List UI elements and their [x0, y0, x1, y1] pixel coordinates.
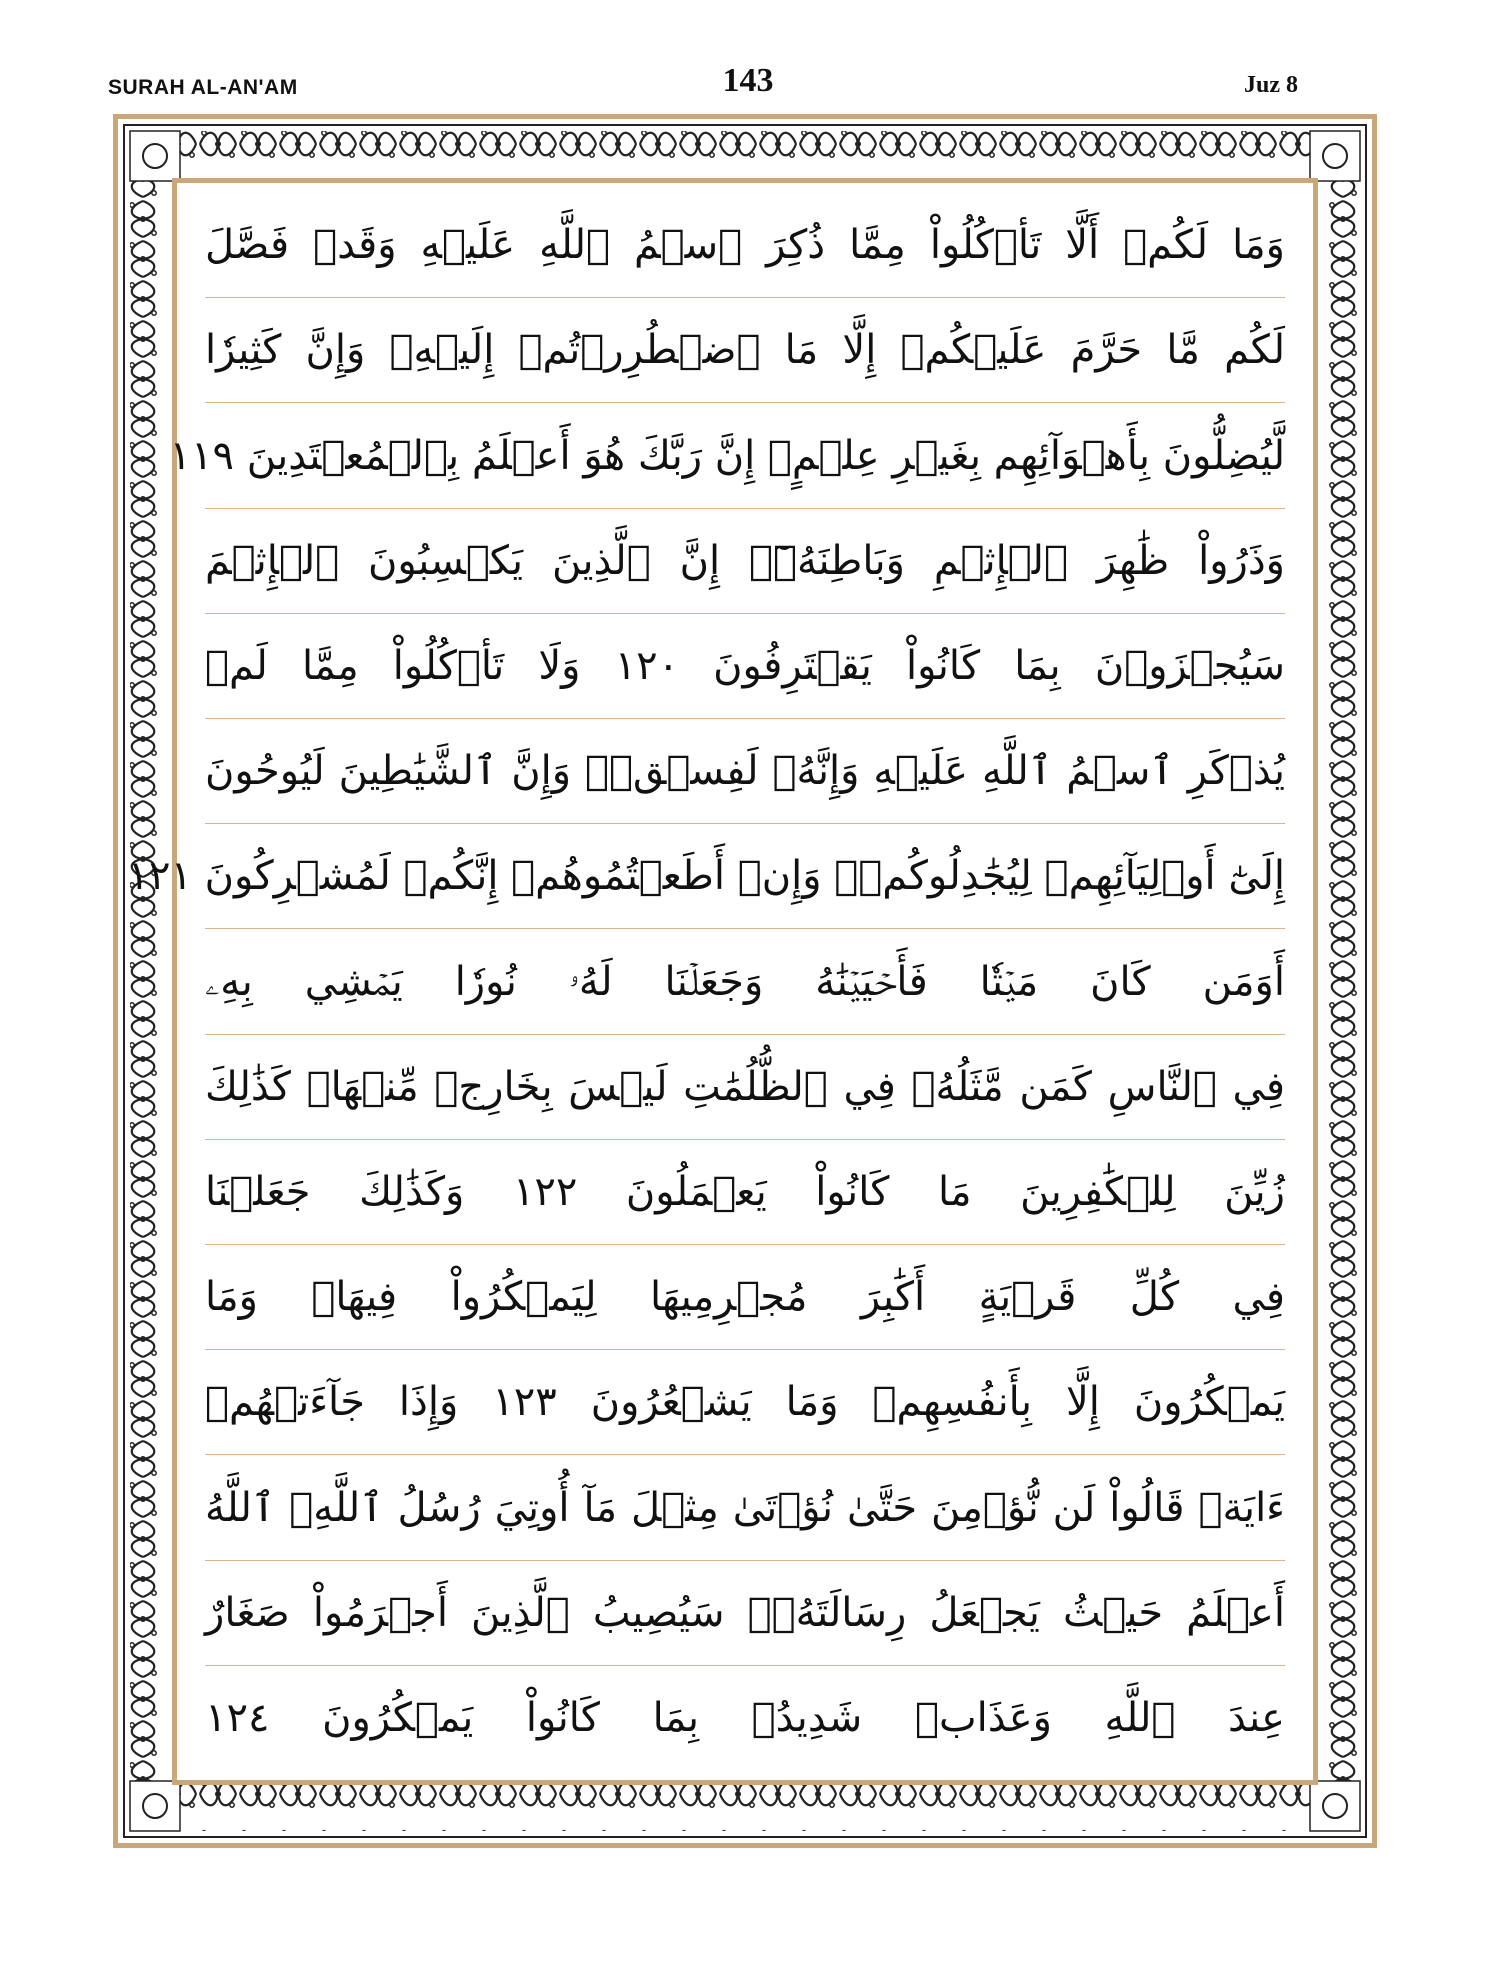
verse-line: زُيِّنَ لِلۡكَٰفِرِينَ مَا كَانُواْ يَعۡمَلُونَ ١٢٢ وَكَذَٰلِكَ جَعَلۡنَا [205, 1140, 1285, 1245]
verse-line: فِي كُلِّ قَرۡيَةٍ أَكَٰبِرَ مُجۡرِمِيهَا لِيَمۡكُرُواْ فِيهَاۖ وَمَا [205, 1245, 1285, 1350]
juz-label: Juz 8 [1244, 72, 1298, 98]
page-number: 143 [722, 62, 774, 99]
surah-name: SURAH AL-AN'AM [108, 76, 298, 99]
verse-line: لَّيُضِلُّونَ بِأَهۡوَآئِهِم بِغَيۡرِ عِلۡمٍۗ إِنَّ رَبَّكَ هُوَ أَعۡلَمُ بِٱلۡمُعۡتَدِينَ ١١٩ [205, 403, 1285, 508]
verse-line: ءَايَةٞ قَالُواْ لَن نُّؤۡمِنَ حَتَّىٰ نُؤۡتَىٰ مِثۡلَ مَآ أُوتِيَ رُسُلُ ٱللَّهِۘ ٱللَّهُ [205, 1455, 1285, 1560]
verse-lines [127, 193, 1285, 1770]
verse-line: سَيُجۡزَوۡنَ بِمَا كَانُواْ يَقۡتَرِفُونَ ١٢٠ وَلَا تَأۡكُلُواْ مِمَّا لَمۡ [205, 614, 1285, 719]
verse-line: أَوَمَن كَانَ مَيۡتٗا فَأَحۡيَيۡنَٰهُ وَجَعَلۡنَا لَهُۥ نُورٗا يَمۡشِي بِهِۦ [205, 929, 1285, 1034]
verse-line: يُذۡكَرِ ٱسۡمُ ٱللَّهِ عَلَيۡهِ وَإِنَّهُۥ لَفِسۡقٞۗ وَإِنَّ ٱلشَّيَٰطِينَ لَيُوحُونَ [205, 719, 1285, 824]
verse-line: إِلَىٰٓ أَوۡلِيَآئِهِمۡ لِيُجَٰدِلُوكُمۡۖ وَإِنۡ أَطَعۡتُمُوهُمۡ إِنَّكُمۡ لَمُشۡرِكُونَ ١٢١ [205, 824, 1285, 929]
verse-line: وَمَا لَكُمۡ أَلَّا تَأۡكُلُواْ مِمَّا ذُكِرَ ٱسۡمُ ٱللَّهِ عَلَيۡهِ وَقَدۡ فَصَّلَ [205, 193, 1285, 298]
verse-line: فِي ٱلنَّاسِ كَمَن مَّثَلُهُۥ فِي ٱلظُّلُمَٰتِ لَيۡسَ بِخَارِجٖ مِّنۡهَاۚ كَذَٰلِكَ [205, 1035, 1285, 1140]
verse-line: يَمۡكُرُونَ إِلَّا بِأَنفُسِهِمۡ وَمَا يَشۡعُرُونَ ١٢٣ وَإِذَا جَآءَتۡهُمۡ [205, 1350, 1285, 1455]
verse-line: عِندَ ٱللَّهِ وَعَذَابٞ شَدِيدُۢ بِمَا كَانُواْ يَمۡكُرُونَ ١٢٤ [205, 1694, 1285, 1741]
verse-line: وَذَرُواْ ظَٰهِرَ ٱلۡإِثۡمِ وَبَاطِنَهُۥٓۚ إِنَّ ٱلَّذِينَ يَكۡسِبُونَ ٱلۡإِثۡمَ [205, 509, 1285, 614]
text-panel [127, 178, 1318, 1785]
verse-line: أَعۡلَمُ حَيۡثُ يَجۡعَلُ رِسَالَتَهُۥۗ سَيُصِيبُ ٱلَّذِينَ أَجۡرَمُواْ صَغَارٌ [205, 1561, 1285, 1666]
verse-line: لَكُم مَّا حَرَّمَ عَلَيۡكُمۡ إِلَّا مَا ٱضۡطُرِرۡتُمۡ إِلَيۡهِۗ وَإِنَّ كَثِيرٗا [205, 298, 1285, 403]
